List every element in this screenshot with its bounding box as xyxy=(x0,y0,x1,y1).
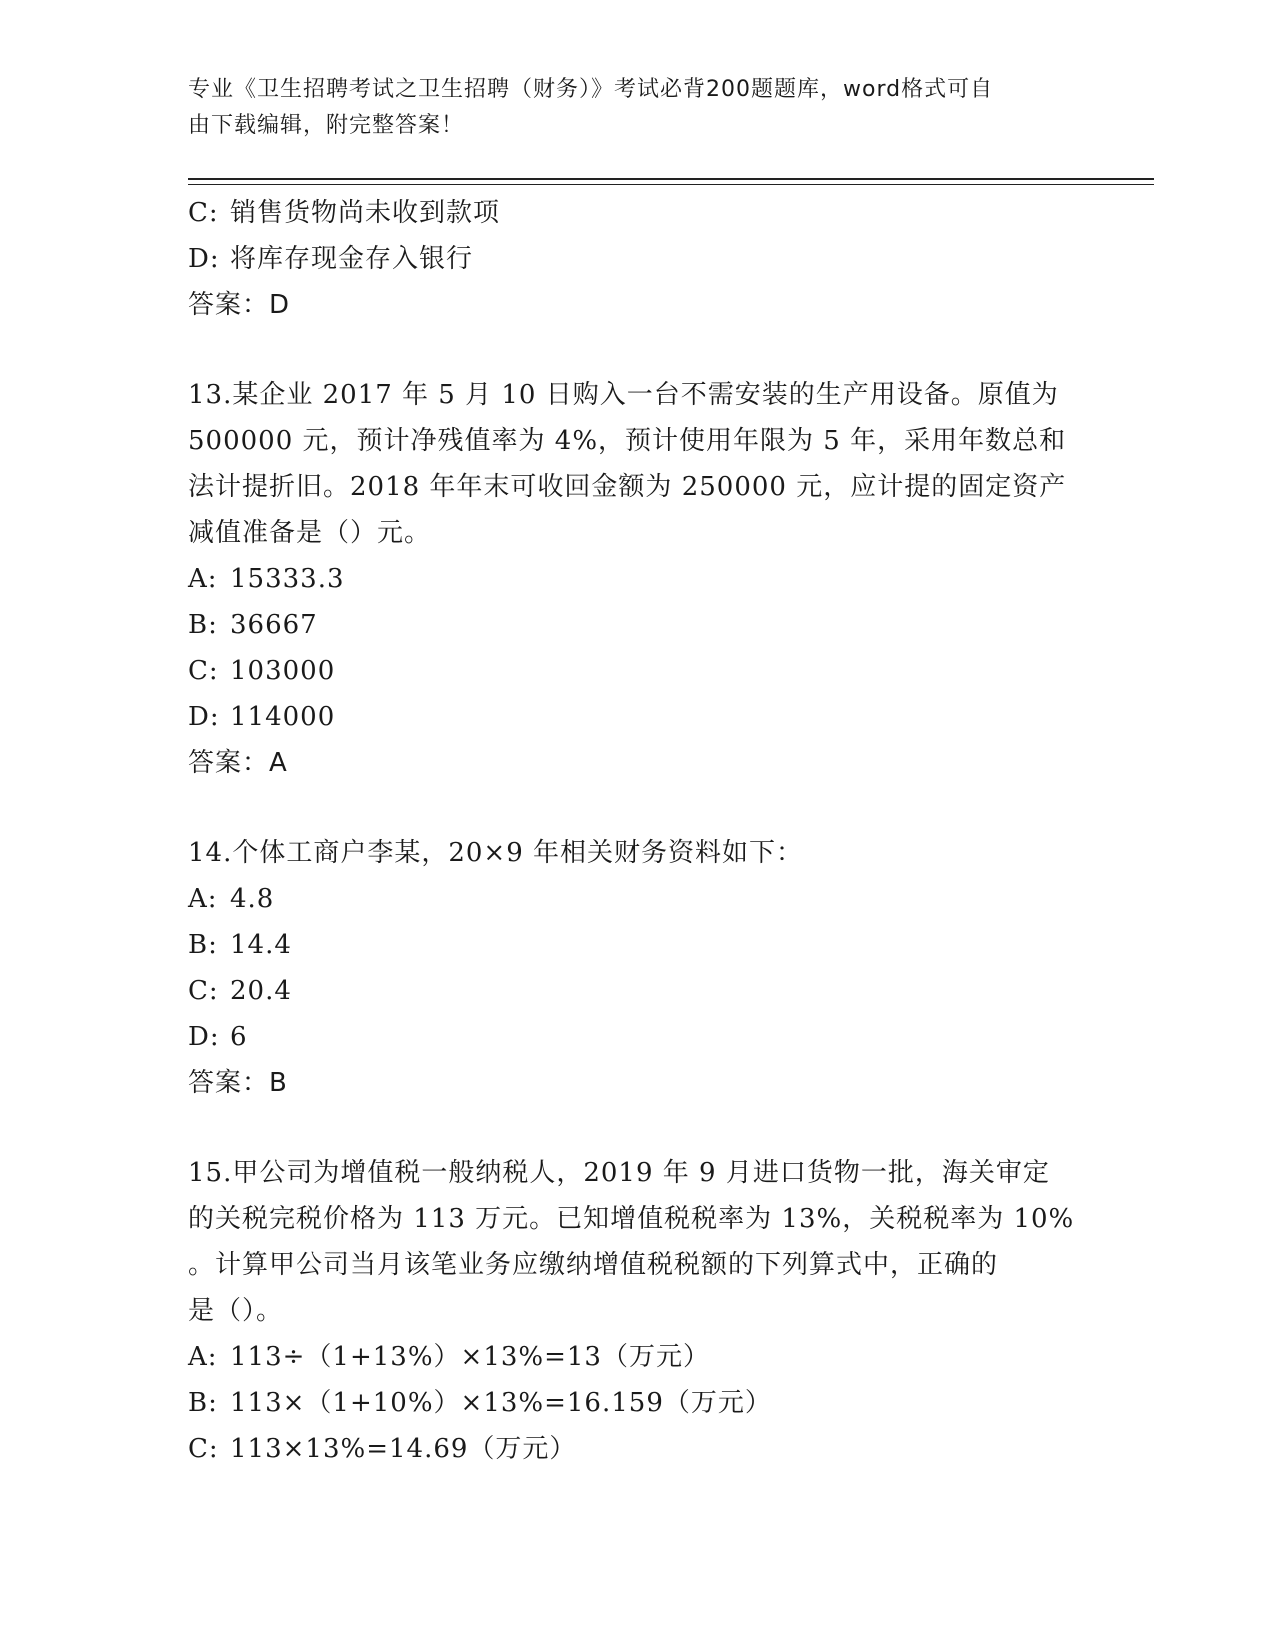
question-14 xyxy=(188,830,1088,1106)
question-text-line: 法计提折旧。2018 年年末可收回金额为 250000 元，应计提的固定资产 xyxy=(188,472,1067,502)
option-a: A: 15333.3 xyxy=(188,564,345,594)
option-c: C: 20.4 xyxy=(188,976,292,1006)
answer-line: 答案：D xyxy=(188,290,291,320)
option-a: A: 113÷（1+13%）×13%=13（万元） xyxy=(188,1342,710,1372)
option-c: C: 113×13%=14.69（万元） xyxy=(188,1434,577,1464)
question-text-line: 的关税完税价格为 113 万元。已知增值税税率为 13%，关税税率为 10% xyxy=(188,1204,1075,1234)
question-text-line: 500000 元，预计净残值率为 4%，预计使用年限为 5 年，采用年数总和 xyxy=(188,426,1067,456)
option-d: D: 将库存现金存入银行 xyxy=(188,244,474,274)
question-text-line: 13.某企业 2017 年 5 月 10 日购入一台不需安装的生产用设备。原值为 xyxy=(188,380,1059,410)
question-text-line: 是（）。 xyxy=(188,1296,284,1326)
answer-line: 答案：A xyxy=(188,748,288,778)
question-12-tail xyxy=(188,190,1088,328)
option-c: C: 103000 xyxy=(188,656,336,686)
option-b: B: 36667 xyxy=(188,610,318,640)
header-line-1: 专业《卫生招聘考试之卫生招聘（财务）》考试必背200题题库，word格式可自 xyxy=(188,77,994,102)
document-body xyxy=(188,190,1088,1472)
option-a: A: 4.8 xyxy=(188,884,275,914)
option-d: D: 6 xyxy=(188,1022,248,1052)
header-rule-thick xyxy=(188,178,1154,180)
option-c: C: 销售货物尚未收到款项 xyxy=(188,198,501,228)
answer-line: 答案：B xyxy=(188,1068,288,1098)
option-b: B: 113×（1+10%）×13%=16.159（万元） xyxy=(188,1388,772,1418)
document-header xyxy=(188,72,1068,144)
question-text-line: 。计算甲公司当月该笔业务应缴纳增值税税额的下列算式中，正确的 xyxy=(188,1250,999,1280)
question-text-line: 14.个体工商户李某，20×9 年相关财务资料如下： xyxy=(188,838,804,868)
question-text-line: 15.甲公司为增值税一般纳税人，2019 年 9 月进口货物一批，海关审定 xyxy=(188,1158,1050,1188)
option-b: B: 14.4 xyxy=(188,930,292,960)
header-line-2: 由下载编辑，附完整答案！ xyxy=(188,113,465,138)
question-text-line: 减值准备是（）元。 xyxy=(188,518,432,548)
question-13 xyxy=(188,372,1088,786)
question-15 xyxy=(188,1150,1088,1472)
header-rule-thin xyxy=(188,184,1154,185)
option-d: D: 114000 xyxy=(188,702,336,732)
